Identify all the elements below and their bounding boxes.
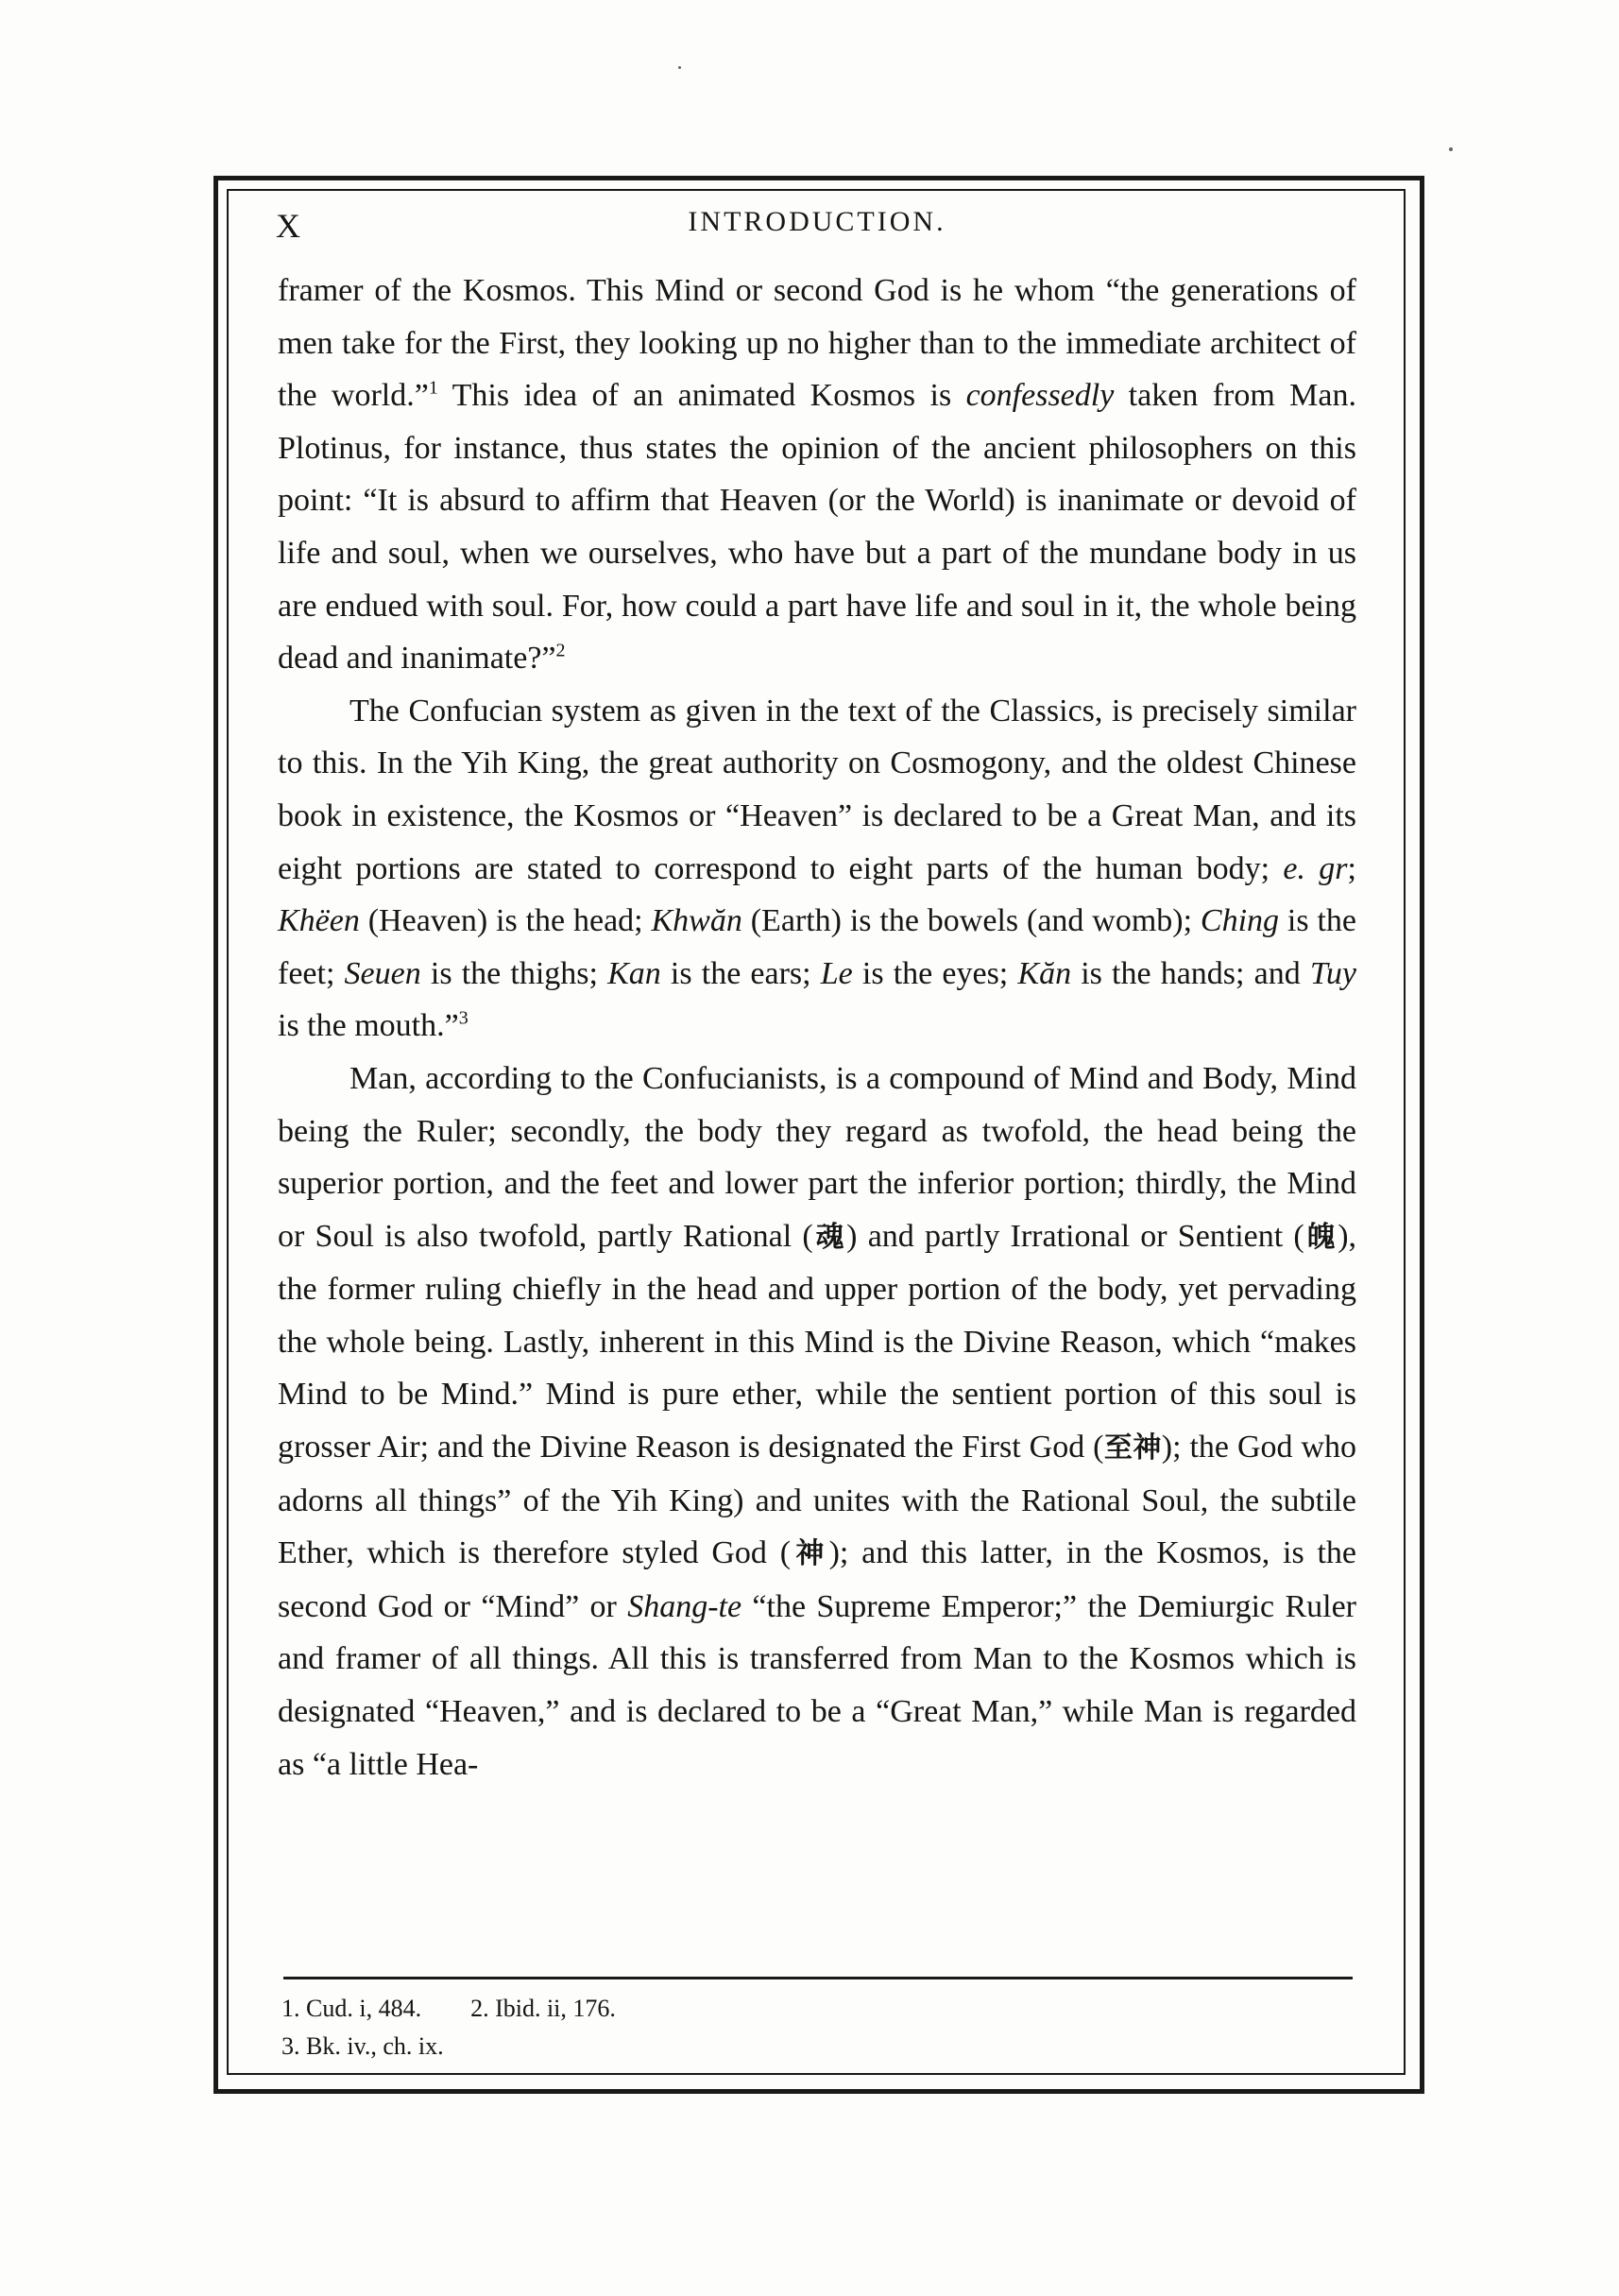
- page-number: X: [276, 207, 301, 245]
- italic-term: Tuy: [1309, 955, 1356, 991]
- chinese-character: 魂: [812, 1220, 847, 1254]
- text-run: is the hands; and: [1071, 955, 1310, 991]
- italic-term: confessedly: [965, 378, 1115, 414]
- paragraph-3: [278, 1053, 1356, 1791]
- footnote-line-1: [281, 1990, 1321, 2028]
- italic-term: Kan: [607, 955, 661, 991]
- footnote-rule: [283, 1977, 1353, 1979]
- italic-term: Le: [820, 955, 853, 991]
- text-run: ) and partly Irrational or Sentient (: [846, 1218, 1304, 1254]
- footnote-ref: 3: [458, 1007, 469, 1029]
- text-run: framer of the Kosmos. This Mind or second God is he whom “the generations of men take for the First, they looking up no higher than to the immediate architect of the world.”: [278, 273, 1356, 414]
- chinese-character: 至神: [1103, 1431, 1162, 1465]
- scan-speck: [678, 66, 681, 69]
- chinese-character: 神: [791, 1537, 829, 1571]
- body-text: [278, 265, 1356, 1791]
- text-run: “the Supreme Emperor;” the Demiurgic Ruler and framer of all things. All this is transferred from Man to the Kosmos which is designated “Heaven,” and is declared to be a “Great Man,” while Man is regarded as “a little Hea-: [278, 1588, 1356, 1782]
- text-run: is the feet;: [278, 903, 1356, 991]
- page-header: [274, 206, 1360, 249]
- italic-term: Ching: [1200, 903, 1280, 939]
- footnote-ref: 2: [555, 640, 566, 661]
- italic-term: e. gr: [1283, 850, 1348, 886]
- text-run: ); the God who adorns all things” of the Yih King) and unites with the Rational Soul, the subtile Ether, which is therefore styled God (: [278, 1430, 1356, 1571]
- footnote-3: 3. Bk. iv., ch. ix.: [281, 2032, 444, 2060]
- text-run: ;: [1347, 850, 1356, 886]
- chinese-character: 魄: [1304, 1220, 1338, 1254]
- footnote-2: 2. Ibid. ii, 176.: [470, 1995, 616, 2022]
- footnote-1: 1. Cud. i, 484.: [281, 1995, 422, 2022]
- running-head: INTRODUCTION.: [688, 206, 946, 237]
- italic-term: Khwăn: [651, 903, 742, 939]
- text-run: is the ears;: [660, 955, 821, 991]
- footnotes: [281, 1990, 1321, 2065]
- italic-term: Khëen: [278, 903, 360, 939]
- italic-term: Shang-te: [627, 1588, 742, 1624]
- text-run: ); and this latter, in the Kosmos, is the second God or “Mind” or: [278, 1535, 1357, 1624]
- footnote-line-2: [281, 2028, 1321, 2065]
- text-run: Man, according to the Confucianists, is a compound of Mind and Body, Mind being the Ruler; secondly, the body they regard as twofold, the head being the superior portion, and the feet and lower part the inferior portion; thirdly, the Mind or Soul is also twofold, partly Rational (: [278, 1060, 1356, 1254]
- text-run: This idea of an animated Kosmos is: [437, 378, 966, 414]
- text-run: (Heaven) is the head;: [359, 903, 652, 939]
- text-run: The Confucian system as given in the text of the Classics, is precisely similar to this. In the Yih King, the great authority on Cosmogony, and the oldest Chinese book in existence, the Kosmos or “Heaven” is declared to be a Great Man, and its eight portions are stated to correspond to eight parts of the human body;: [278, 693, 1356, 886]
- scan-speck: [1449, 147, 1453, 151]
- italic-term: Seuen: [344, 955, 421, 991]
- text-run: is the eyes;: [852, 955, 1018, 991]
- paragraph-2: [278, 685, 1356, 1053]
- text-run: is the mouth.”: [278, 1008, 459, 1044]
- paragraph-1: [278, 265, 1356, 685]
- text-run: taken from Man. Plotinus, for instance, thus states the opinion of the ancient philosophers on this point: “It is absurd to affirm that Heaven (or the World) is inanimate or devoid of life and soul, when we ourselves, who have but a part of the mundane body in us are endued with soul. For, how could a part have life and soul in it, the whole being dead and inanimate?”: [278, 378, 1357, 677]
- footnote-ref: 1: [428, 377, 438, 399]
- text-run: ), the former ruling chiefly in the head and upper portion of the body, yet pervading the whole being. Lastly, inherent in this Mind is the Divine Reason, which “makes Mind to be Mind.” Mind is pure ether, while the sentient portion of this soul is grosser Air; and the Divine Reason is designated the First God (: [278, 1218, 1357, 1465]
- text-run: is the thighs;: [420, 955, 608, 991]
- text-run: (Earth) is the bowels (and womb);: [741, 903, 1201, 939]
- italic-term: Kăn: [1017, 955, 1072, 991]
